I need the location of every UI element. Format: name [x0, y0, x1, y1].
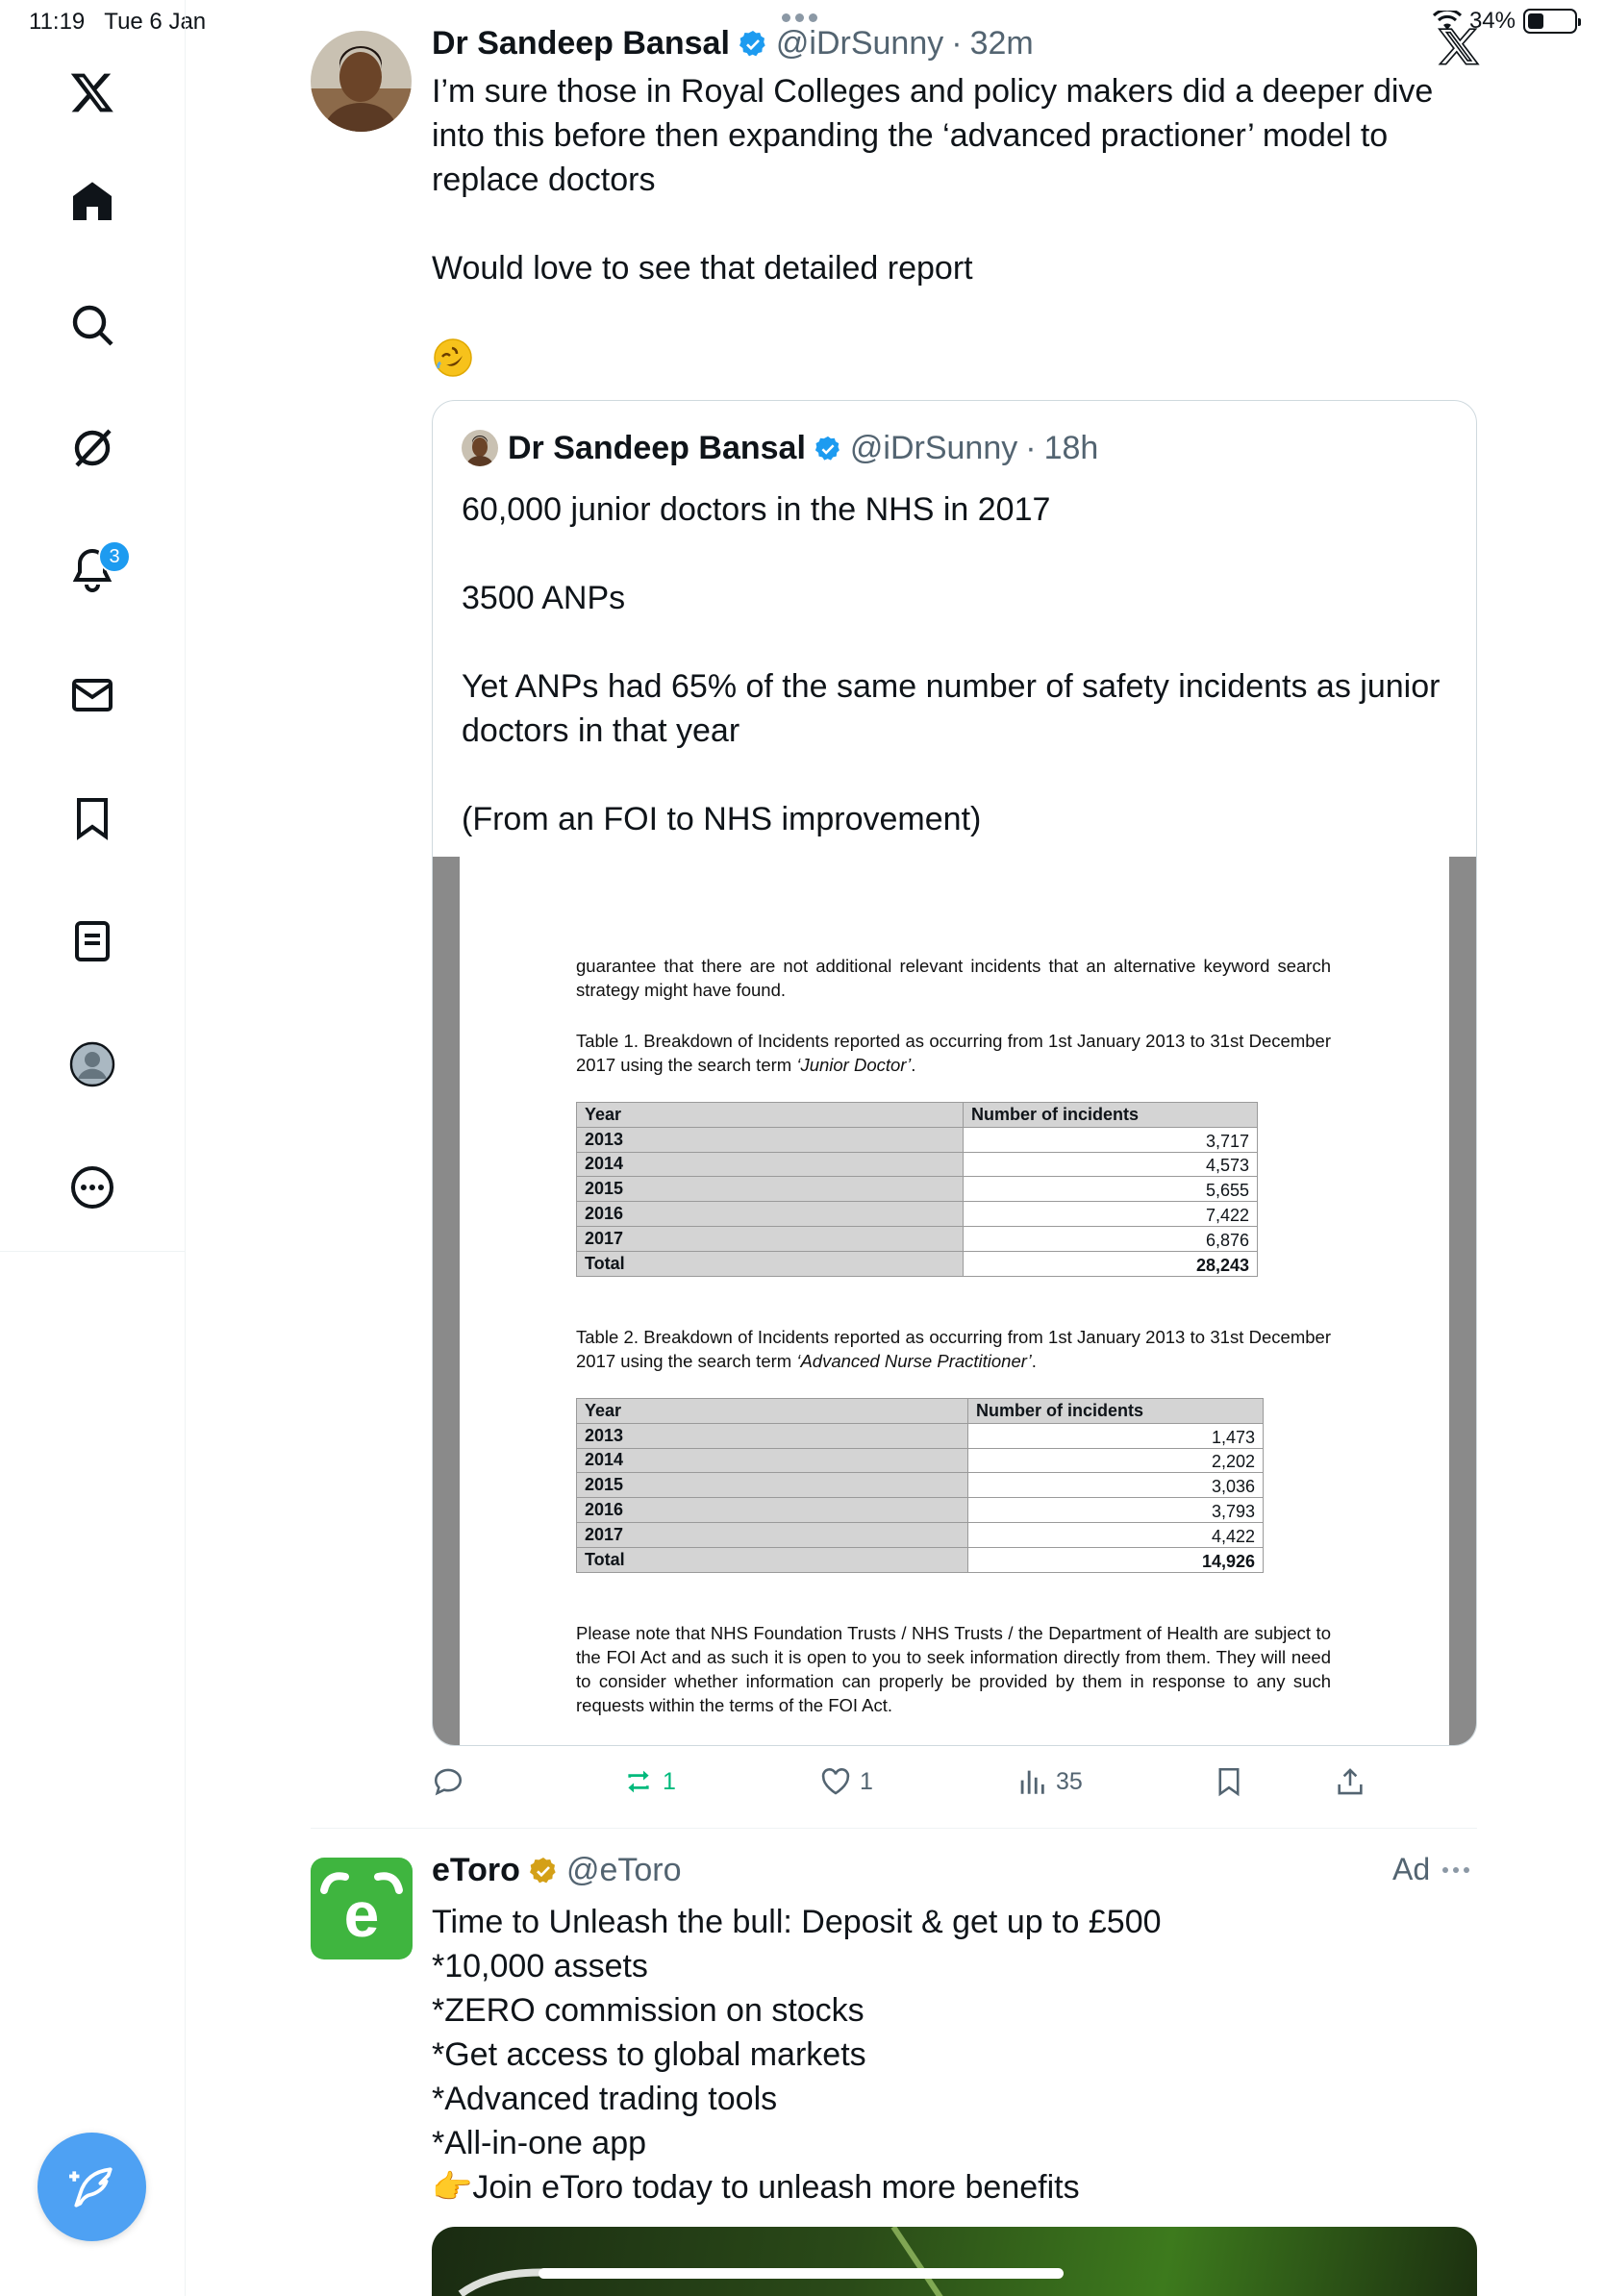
views-button[interactable]	[1015, 1765, 1083, 1798]
nav-more[interactable]	[58, 1153, 127, 1222]
author-name[interactable]: Dr Sandeep Bansal	[432, 25, 730, 62]
compose-post-button[interactable]	[38, 2133, 146, 2241]
table-row: 2015 5,655	[577, 1177, 1258, 1202]
author-handle[interactable]: @iDrSunny	[775, 25, 944, 62]
nav-messages[interactable]	[58, 661, 127, 730]
attached-document-image[interactable]	[433, 857, 1477, 1746]
quoted-tweet-header: Dr Sandeep Bansal @iDrSunny · 18h	[508, 430, 1099, 466]
svg-text:e: e	[343, 1879, 380, 1950]
home-icon	[69, 179, 115, 225]
table1-caption: Table 1. Breakdown of Incidents reported as occurring from 1st January 2013 to 31st December 2017 using the search term ‘Junior Doctor’.	[576, 1031, 1331, 1075]
table-row: 2017 6,876	[577, 1226, 1258, 1251]
ad-media-image[interactable]	[432, 2227, 1477, 2296]
table-row: 2014 2,202	[577, 1448, 1264, 1473]
quoted-tweet-text: 60,000 junior doctors in the NHS in 2017 3500 ANPs Yet ANPs had 65% of the same number of safety incidents as junior doctors in that year (From an FOI to NHS improvement)	[462, 491, 1441, 837]
bookmark-icon	[1213, 1765, 1245, 1798]
ad-label: Ad	[1392, 1852, 1470, 1887]
quoted-tweet-timestamp: 18h	[1043, 430, 1099, 466]
table-row: 2014 4,573	[577, 1152, 1258, 1177]
table-row: 2015 3,036	[577, 1473, 1264, 1498]
nav-notifications[interactable]	[58, 535, 127, 604]
quoted-author-handle: @iDrSunny	[849, 430, 1018, 466]
more-circle-icon	[69, 1164, 115, 1210]
nav-search[interactable]	[58, 290, 127, 360]
tweet-divider	[311, 1828, 1477, 1829]
quoted-author-name: Dr Sandeep Bansal	[508, 430, 806, 466]
ad-author-handle[interactable]: @eToro	[565, 1852, 682, 1888]
table2-col-incidents: Number of incidents	[968, 1399, 1264, 1424]
nav-x-logo[interactable]	[58, 58, 127, 127]
multitask-dots[interactable]	[782, 13, 817, 22]
tweet-header: Dr Sandeep Bansal @iDrSunny · 32m	[432, 25, 1034, 62]
document-page	[460, 857, 1449, 1746]
quoted-author-avatar	[462, 430, 498, 466]
battery-percent: 34%	[1468, 8, 1516, 34]
retweet-button[interactable]	[622, 1765, 676, 1798]
author-avatar[interactable]	[311, 31, 412, 132]
etoro-avatar[interactable]	[311, 1858, 413, 1959]
reply-button[interactable]	[432, 1765, 472, 1798]
notification-badge: 3	[98, 540, 131, 573]
more-dots-icon[interactable]	[1441, 1865, 1470, 1875]
rofl-emoji-icon	[433, 337, 473, 378]
table-row: 2013 1,473	[577, 1423, 1264, 1448]
list-icon	[69, 918, 115, 964]
retweet-icon	[622, 1765, 655, 1798]
share-icon	[1334, 1765, 1366, 1798]
verified-badge-icon	[814, 435, 842, 463]
battery-icon	[1523, 9, 1577, 34]
ad-tweet-text: Time to Unleash the bull: Deposit & get up to £500 *10,000 assets *ZERO commission on stocks *Get access to global markets *Advanced trading tools *All-in-one app 👉Join eToro today to unleash more benefits	[432, 1904, 1162, 2206]
table-row: 2016 7,422	[577, 1202, 1258, 1227]
nav-lists[interactable]	[58, 907, 127, 976]
document-intro: guarantee that there are not additional relevant incidents that an alternative keyword search strategy might have found.	[576, 956, 1331, 1000]
profile-avatar-icon	[69, 1041, 115, 1087]
table1-col-year: Year	[577, 1103, 964, 1128]
tweet-timestamp[interactable]: 32m	[969, 25, 1034, 62]
like-button[interactable]	[819, 1765, 873, 1798]
table-anp-incidents	[576, 1398, 1264, 1573]
share-button[interactable]	[1334, 1765, 1366, 1798]
home-indicator[interactable]	[539, 2268, 1064, 2279]
search-icon	[69, 302, 115, 348]
mail-icon	[69, 672, 115, 718]
left-navigation-rail	[0, 0, 186, 2296]
table2-col-year: Year	[577, 1399, 968, 1424]
views-bar-chart-icon	[1015, 1765, 1048, 1798]
ad-tweet-header	[432, 1852, 682, 1889]
table-row: 2017 4,422	[577, 1522, 1264, 1547]
nav-bookmarks[interactable]	[58, 784, 127, 853]
nav-profile[interactable]	[58, 1030, 127, 1099]
reply-icon	[432, 1765, 464, 1798]
like-count: 1	[860, 1767, 873, 1795]
grok-icon	[69, 425, 115, 471]
table1-col-incidents: Number of incidents	[964, 1103, 1258, 1128]
table-junior-doctor-incidents	[576, 1102, 1258, 1277]
nav-home[interactable]	[58, 167, 127, 237]
table2-caption: Table 2. Breakdown of Incidents reported as occurring from 1st January 2013 to 31st December 2017 using the search term ‘Advanced Nurse Practitioner’.	[576, 1327, 1331, 1371]
verified-badge-icon	[738, 29, 768, 60]
x-logo-icon[interactable]	[1438, 25, 1480, 67]
table-row: 2016 3,793	[577, 1498, 1264, 1523]
retweet-count: 1	[663, 1767, 676, 1795]
nav-grok[interactable]	[58, 413, 127, 483]
table-row-total: Total 14,926	[577, 1547, 1264, 1572]
bookmark-icon	[69, 795, 115, 841]
tweet-text: I’m sure those in Royal Colleges and policy makers did a deeper dive into this before then expanding the ‘advanced practioner’ model to replace doctors Would love to see that detailed report	[432, 73, 1434, 287]
table-row: 2013 3,717	[577, 1127, 1258, 1152]
verified-gold-badge-icon	[528, 1856, 559, 1886]
bookmark-button[interactable]	[1213, 1765, 1245, 1798]
view-count: 35	[1056, 1767, 1083, 1795]
document-footer-note: Please note that NHS Foundation Trusts / NHS Trusts / the Department of Health are subject to the FOI Act and as such it is open to you to seek information directly from them. They will need to consider whether information can properly be provided by them in response to any such requests within the terms of the FOI Act.	[576, 1623, 1331, 1715]
status-time: 11:19 Tue 6 Jan	[29, 9, 207, 35]
tweet-action-bar	[432, 1759, 1477, 1806]
heart-icon	[819, 1765, 852, 1798]
x-logo-icon	[69, 69, 115, 115]
compose-feather-icon	[68, 2163, 116, 2211]
table-row-total: Total 28,243	[577, 1251, 1258, 1276]
quoted-tweet-card[interactable]	[432, 400, 1477, 1746]
ad-author-name[interactable]: eToro	[432, 1852, 520, 1888]
